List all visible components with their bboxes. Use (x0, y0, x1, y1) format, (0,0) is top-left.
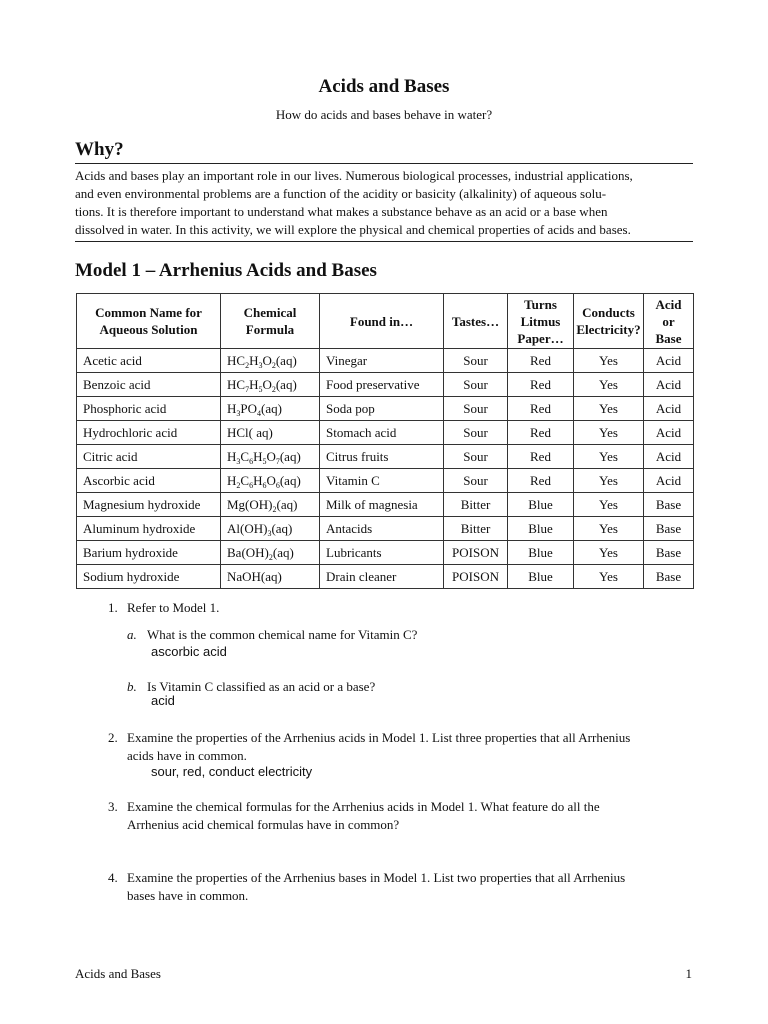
formula-subscript: 3 (267, 528, 272, 538)
formula-subscript: 7 (245, 384, 250, 394)
formula-part: (aq) (272, 544, 294, 560)
cell-taste: Sour (444, 421, 508, 445)
formula-part: H (249, 376, 259, 392)
formula-part: (aq) (279, 472, 301, 488)
header-text: Turns (524, 296, 557, 312)
formula-subscript: 2 (271, 360, 276, 370)
table-row (77, 517, 694, 541)
cell-litmus: Blue (508, 517, 574, 541)
formula-part: Ba(OH) (227, 544, 269, 560)
question-number: 3. (108, 799, 118, 814)
question-number: 2. (108, 730, 118, 745)
cell-taste: Sour (444, 469, 508, 493)
cell-conducts: Yes (574, 349, 644, 373)
table-row (77, 349, 694, 373)
cell-litmus: Red (508, 469, 574, 493)
cell-conducts: Yes (574, 541, 644, 565)
formula-part: Al(OH) (227, 520, 268, 536)
question-line: Arrhenius acid chemical formulas have in common? (127, 817, 400, 832)
subquestion-label: b. (127, 679, 137, 694)
cell-litmus: Blue (508, 541, 574, 565)
formula-part: (aq) (271, 520, 293, 536)
cell-conducts: Yes (574, 493, 644, 517)
formula-subscript: 6 (275, 480, 280, 490)
formula-subscript: 4 (257, 408, 262, 418)
page-number: 1 (685, 966, 692, 981)
question-3 (108, 798, 698, 834)
cell-common-name: Aluminum hydroxide (77, 517, 221, 541)
formula-subscript: 7 (275, 456, 280, 466)
formula-part: (aq) (261, 400, 282, 416)
cell-taste: Sour (444, 397, 508, 421)
why-line: tions. It is therefore important to understand what makes a substance behave as an acid or a base when (75, 204, 608, 219)
model-heading: Model 1 – Arrhenius Acids and Bases (75, 260, 377, 281)
cell-taste: Sour (444, 373, 508, 397)
table-row (77, 421, 694, 445)
formula-part: (aq) (276, 496, 298, 512)
cell-conducts: Yes (574, 469, 644, 493)
cell-litmus: Red (508, 445, 574, 469)
formula-part: O (262, 376, 272, 392)
cell-acid-or-base: Acid (644, 397, 694, 421)
cell-taste: Bitter (444, 493, 508, 517)
question-line: Examine the properties of the Arrhenius bases in Model 1. List two properties that all Arrhenius (127, 870, 626, 885)
cell-taste: POISON (444, 565, 508, 589)
header-text: Aqueous Solution (99, 322, 198, 337)
question-text: Is Vitamin C classified as an acid or a base? (147, 679, 376, 694)
cell-found-in: Lubricants (320, 541, 444, 565)
cell-conducts: Yes (574, 421, 644, 445)
header-found-in (320, 294, 444, 349)
formula-part: (aq) (275, 376, 297, 392)
cell-common-name: Citric acid (77, 445, 221, 469)
header-text: Acid (655, 296, 682, 312)
cell-common-name: Hydrochloric acid (77, 421, 221, 445)
answer-1a: ascorbic acid (151, 644, 227, 659)
cell-acid-or-base: Acid (644, 421, 694, 445)
formula-part: Mg(OH) (227, 496, 273, 512)
question-text (127, 729, 630, 765)
formula-part: H (227, 472, 237, 488)
question-text: What is the common chemical name for Vitamin C? (147, 627, 418, 642)
cell-formula (221, 541, 320, 565)
header-text: Tastes… (451, 313, 500, 329)
cell-conducts: Yes (574, 565, 644, 589)
cell-common-name: Magnesium hydroxide (77, 493, 221, 517)
cell-common-name: Phosphoric acid (77, 397, 221, 421)
formula-part: HC (227, 376, 246, 392)
formula-part: O (266, 472, 276, 488)
cell-litmus: Red (508, 373, 574, 397)
header-text: Litmus (520, 313, 561, 329)
formula-subscript: 3 (258, 360, 263, 370)
cell-taste: POISON (444, 541, 508, 565)
page-subtitle: How do acids and bases behave in water? (275, 107, 493, 122)
formula-part: O (262, 352, 272, 368)
cell-common-name: Acetic acid (77, 349, 221, 373)
table-row (77, 565, 694, 589)
formula-subscript: 6 (262, 480, 267, 490)
cell-found-in: Soda pop (320, 397, 444, 421)
cell-acid-or-base: Acid (644, 349, 694, 373)
header-text: Found in… (349, 313, 414, 329)
cell-formula (221, 373, 320, 397)
question-line: acids have in common. (127, 748, 247, 763)
formula-part: O (266, 448, 276, 464)
cell-litmus: Red (508, 397, 574, 421)
divider-bottom (75, 241, 693, 242)
table-row (77, 373, 694, 397)
question-1a (127, 626, 687, 644)
formula-subscript: 2 (245, 360, 250, 370)
cell-acid-or-base: Acid (644, 469, 694, 493)
cell-acid-or-base: Base (644, 493, 694, 517)
question-number: 1. (108, 600, 118, 615)
header-conducts (574, 294, 644, 349)
question-text (127, 798, 600, 834)
answer-2: sour, red, conduct electricity (151, 764, 313, 779)
formula-part: H (227, 400, 237, 416)
footer-title: Acids and Bases (75, 966, 161, 981)
header-text: Formula (245, 322, 295, 337)
table-row (77, 541, 694, 565)
formula-part: H (253, 472, 263, 488)
table-row (77, 445, 694, 469)
cell-found-in: Vitamin C (320, 469, 444, 493)
model-table (76, 293, 694, 589)
cell-formula (221, 397, 320, 421)
table-row (77, 493, 694, 517)
formula-subscript: 2 (236, 480, 241, 490)
cell-found-in: Drain cleaner (320, 565, 444, 589)
subquestion-label: a. (127, 627, 137, 642)
formula-subscript: 6 (249, 480, 254, 490)
table-row (77, 397, 694, 421)
question-1 (108, 599, 698, 617)
cell-common-name: Benzoic acid (77, 373, 221, 397)
formula-part: C (240, 472, 250, 488)
divider-top (75, 163, 693, 164)
header-formula (221, 294, 320, 349)
cell-formula (221, 349, 320, 373)
question-line: bases have in common. (127, 888, 249, 903)
formula-part: H (253, 448, 263, 464)
formula-subscript: 2 (271, 384, 276, 394)
formula-part: (aq) (275, 352, 297, 368)
cell-acid-or-base: Acid (644, 445, 694, 469)
cell-formula (221, 445, 320, 469)
cell-taste: Sour (444, 445, 508, 469)
cell-found-in: Citrus fruits (320, 445, 444, 469)
cell-common-name: Barium hydroxide (77, 541, 221, 565)
formula-subscript: 2 (272, 504, 277, 514)
header-text: Paper… (517, 330, 564, 346)
cell-formula (221, 469, 320, 493)
formula-part: NaOH(aq) (227, 568, 282, 584)
formula-part: HCl( aq) (227, 424, 273, 440)
formula-part: (aq) (279, 448, 301, 464)
header-text: Electricity? (576, 322, 641, 337)
formula-subscript: 5 (258, 384, 263, 394)
page-title: Acids and Bases (318, 76, 450, 97)
cell-acid-or-base: Base (644, 565, 694, 589)
why-heading: Why? (75, 139, 124, 160)
cell-common-name: Sodium hydroxide (77, 565, 221, 589)
header-common-name (77, 294, 221, 349)
header-litmus (508, 294, 574, 349)
cell-found-in: Stomach acid (320, 421, 444, 445)
question-text (127, 869, 625, 905)
cell-found-in: Food preservative (320, 373, 444, 397)
formula-part: PO (240, 400, 258, 416)
header-text: Base (655, 330, 682, 346)
cell-acid-or-base: Acid (644, 373, 694, 397)
cell-conducts: Yes (574, 373, 644, 397)
header-text: Common Name for (95, 305, 202, 320)
cell-conducts: Yes (574, 517, 644, 541)
cell-formula (221, 565, 320, 589)
cell-litmus: Red (508, 421, 574, 445)
cell-litmus: Blue (508, 565, 574, 589)
header-tastes (444, 294, 508, 349)
formula-part: C (240, 448, 250, 464)
header-acid-or-base (644, 294, 694, 349)
why-line: and even environmental problems are a function of the acidity or basicity (alkalinity) of aqueous solu- (75, 186, 607, 201)
cell-acid-or-base: Base (644, 517, 694, 541)
cell-conducts: Yes (574, 445, 644, 469)
cell-found-in: Vinegar (320, 349, 444, 373)
question-1b (127, 678, 687, 696)
cell-found-in: Milk of magnesia (320, 493, 444, 517)
formula-subscript: 3 (236, 456, 241, 466)
formula-subscript: 5 (262, 456, 267, 466)
formula-subscript: 2 (268, 552, 273, 562)
cell-formula (221, 493, 320, 517)
why-paragraph (75, 167, 695, 239)
answer-1b: acid (151, 693, 175, 708)
cell-formula (221, 421, 320, 445)
question-line: Examine the properties of the Arrhenius acids in Model 1. List three properties that all Arrhenius (127, 730, 631, 745)
table-header-row (77, 294, 694, 349)
cell-common-name: Ascorbic acid (77, 469, 221, 493)
formula-subscript: 6 (249, 456, 254, 466)
formula-part: HC (227, 352, 246, 368)
question-2 (108, 729, 698, 765)
cell-acid-or-base: Base (644, 541, 694, 565)
cell-formula (221, 517, 320, 541)
cell-litmus: Red (508, 349, 574, 373)
header-text: Chemical (243, 305, 297, 320)
cell-found-in: Antacids (320, 517, 444, 541)
header-text: or (662, 313, 675, 329)
why-line: Acids and bases play an important role in our lives. Numerous biological processes, industrial applications, (75, 168, 633, 183)
formula-subscript: 3 (236, 408, 241, 418)
question-text: Refer to Model 1. (127, 600, 220, 615)
question-line: Examine the chemical formulas for the Arrhenius acids in Model 1. What feature do all the (127, 799, 600, 814)
cell-conducts: Yes (574, 397, 644, 421)
table-body (77, 349, 694, 589)
formula-part: H (227, 448, 237, 464)
question-number: 4. (108, 870, 118, 885)
header-text: Conducts (582, 305, 635, 320)
cell-taste: Bitter (444, 517, 508, 541)
cell-litmus: Blue (508, 493, 574, 517)
table-row (77, 469, 694, 493)
why-line: dissolved in water. In this activity, we will explore the physical and chemical properties of acids and bases. (75, 222, 631, 237)
question-4 (108, 869, 698, 905)
formula-part: H (249, 352, 259, 368)
cell-taste: Sour (444, 349, 508, 373)
